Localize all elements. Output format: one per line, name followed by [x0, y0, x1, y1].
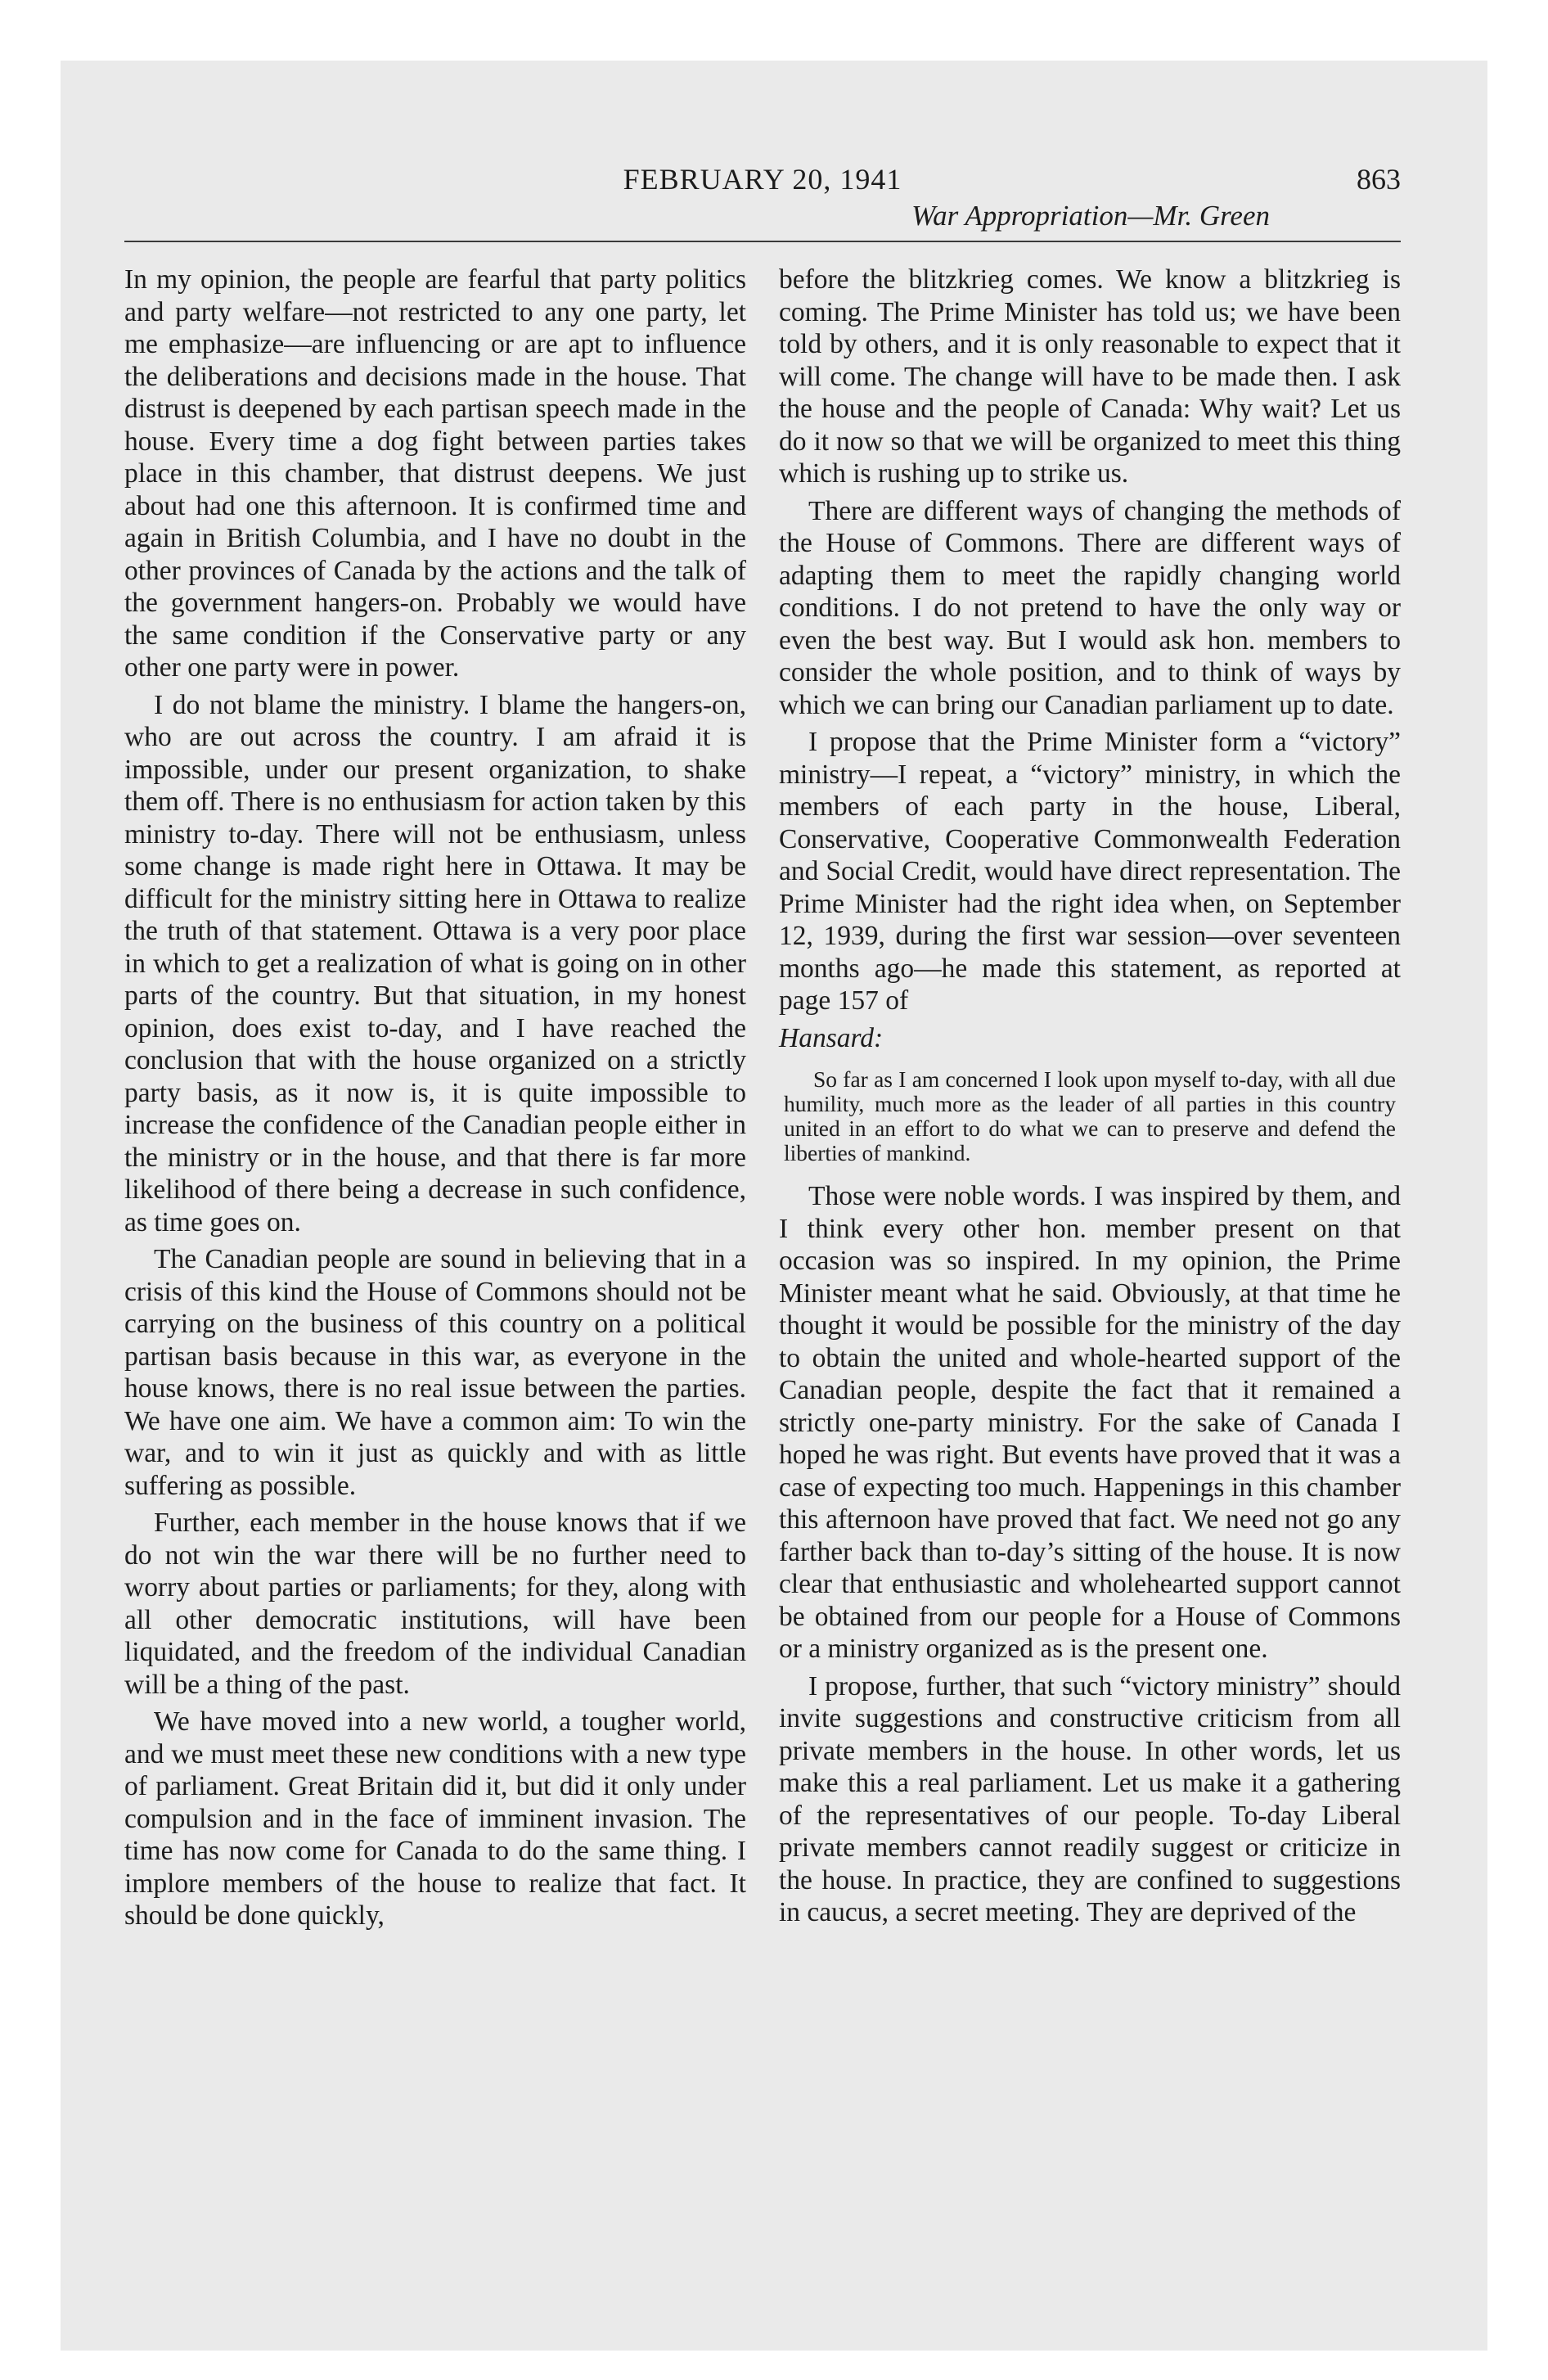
page-number: 863 [1357, 163, 1401, 196]
paragraph: I do not blame the ministry. I blame the hangers-on, who are out across the country. I am afraid it is impossible, under our present organization, to shake them off. There is no enthusiasm for action taken by this ministry to-day. There will not be enthusiasm, unless some change is made right here in Ottawa. It may be difficult for the ministry sitting here in Ottawa to realize the truth of that statement. Ottawa is a very poor place in which to get a realization of what is going on in other parts of the country. But that situation, in my honest opinion, does exist to-day, and I have reached the conclusion that with the house organized on a strictly party basis, as it now is, it is quite impossible to increase the confidence of the Canadian people either in the ministry or in the house, and that there is far more likelihood of there being a decrease in such confidence, as time goes on. [124, 689, 746, 1237]
header-rule [124, 241, 1401, 242]
hansard-label: Hansard: [779, 1022, 884, 1053]
right-column [779, 264, 1401, 1934]
header-subtitle: War Appropriation—Mr. Green [911, 200, 1270, 232]
hansard-reference [779, 1022, 1401, 1055]
block-quote: So far as I am concerned I look upon myself to-day, with all due humility, much more as the leader of all parties in this country united in an effort to do what we can to preserve and defend the liberties of mankind. [784, 1066, 1396, 1165]
paragraph: In my opinion, the people are fearful that party politics and party welfare—not restricted to any one party, let me emphasize—are influencing or are apt to influence the deliberations and decisions made in the house. That distrust is deepened by each partisan speech made in the house. Every time a dog fight between parties takes place in this chamber, that distrust deepens. We just about had one this afternoon. It is confirmed time and again in British Columbia, and I have no doubt in the other provinces of Canada by the actions and the talk of the government hangers-on. Probably we would have the same condition if the Conservative party or any other one party were in power. [124, 264, 746, 683]
left-column [124, 264, 746, 1937]
document-page [124, 162, 1401, 2257]
paragraph: I propose, further, that such “victory ministry” should invite suggestions and constructive criticism from all private members in the house. In other words, let us make this a real parliament. Let us make it a gathering of the representatives of our people. To-day Liberal private members cannot readily suggest or criticize in the house. In practice, they are confined to suggestions in caucus, a secret meeting. They are deprived of the [779, 1670, 1401, 1927]
paragraph: Further, each member in the house knows that if we do not win the war there will be no further need to worry about parties or parliaments; for they, along with all other democratic institutions, will have been liquidated, and the freedom of the individual Canadian will be a thing of the past. [124, 1508, 746, 1700]
paragraph: before the blitzkrieg comes. We know a blitzkrieg is coming. The Prime Minister has told us; we have been told by others, and it is only reasonable to expect that it will come. The change will have to be made then. I ask the house and the people of Canada: Why wait? Let us do it now so that we will be organized to meet this thing which is rushing up to strike us. [779, 264, 1401, 489]
paragraph: The Canadian people are sound in believing that in a crisis of this kind the House of Commons should not be carrying on the business of this country on a political partisan basis because in this war, as everyone in the house knows, there is no real issue between the parties. We have one aim. We have a common aim: To win the war, and to win it just as quickly and with as little suffering as possible. [124, 1244, 746, 1501]
paragraph: There are different ways of changing the methods of the House of Commons. There are different ways of adapting them to meet the rapidly changing world conditions. I do not pretend to have the only way or even the best way. But I would ask hon. members to consider the whole position, and to think of ways by which we can bring our Canadian parliament up to date. [779, 495, 1401, 720]
paragraph: Those were noble words. I was inspired by them, and I think every other hon. member present on that occasion was so inspired. In my opinion, the Prime Minister meant what he said. Obviously, at that time he thought it would be possible for the ministry of the day to obtain the united and whole-hearted support of the Canadian people, despite the fact that it remained a strictly one-party ministry. For the sake of Canada I hoped he was right. But events have proved that it was a case of expecting too much. Happenings in this chamber this afternoon have proved that fact. We need not go any farther back than to-day’s sitting of the house. It is now clear that enthusiastic and wholehearted support cannot be obtained from our people for a House of Commons or a ministry organized as is the present one. [779, 1181, 1401, 1664]
paragraph: I propose that the Prime Minister form a “victory” ministry—I repeat, a “victory” ministry, in which the members of each party in the house, Liberal, Conservative, Cooperative Commonwealth Federation and Social Credit, would have direct representation. The Prime Minister had the right idea when, on September 12, 1939, during the first war session—over seventeen months ago—he made this statement, as reported at page 157 of [779, 727, 1401, 1016]
paragraph: We have moved into a new world, a tougher world, and we must meet these new conditions with a new type of parliament. Great Britain did it, but did it only under compulsion and in the face of imminent invasion. The time has now come for Canada to do the same thing. I implore members of the house to realize that fact. It should be done quickly, [124, 1706, 746, 1931]
header-date: FEBRUARY 20, 1941 [623, 163, 902, 196]
